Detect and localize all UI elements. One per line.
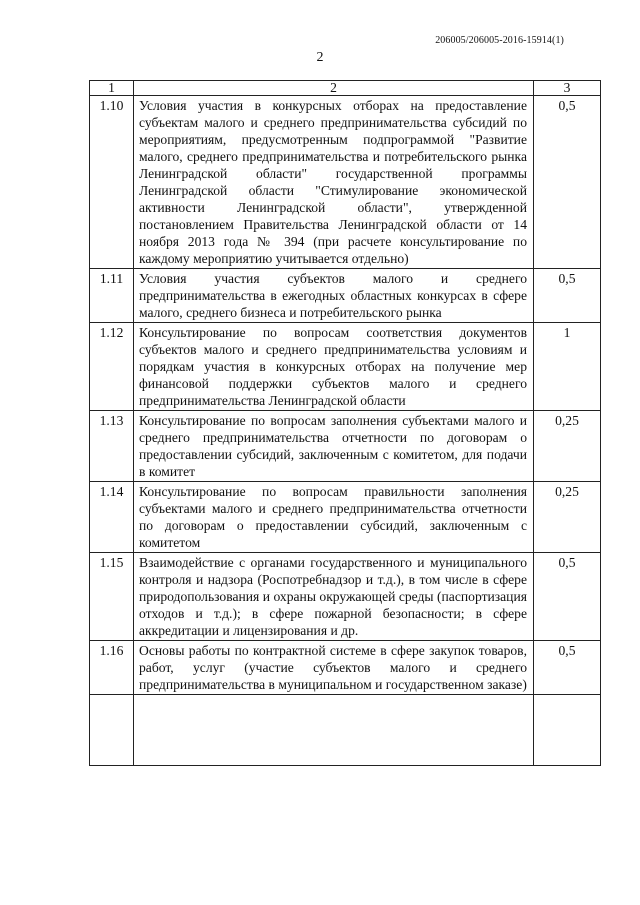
row-description: Условия участия субъектов малого и среднего предпринимательства в ежегодных областных конкурсах в сфере малого, среднего бизнеса и потребительского рынка [134, 269, 534, 323]
empty-cell [90, 695, 134, 766]
services-table [89, 80, 601, 766]
row-value: 0,5 [534, 553, 601, 641]
row-number: 1.16 [90, 641, 134, 695]
row-number: 1.12 [90, 323, 134, 411]
row-value: 1 [534, 323, 601, 411]
row-number: 1.13 [90, 411, 134, 482]
row-description: Основы работы по контрактной системе в сфере закупок товаров, работ, услуг (участие субъектов малого и среднего предпринимательства в муниципальном и государственном заказе) [134, 641, 534, 695]
page-number: 2 [316, 50, 324, 65]
column-header-2: 2 [134, 81, 534, 96]
empty-table-row [90, 695, 601, 766]
table-row [90, 269, 601, 323]
row-description: Взаимодействие с органами государственного и муниципального контроля и надзора (Роспотребнадзор и т.д.), в том числе в сфере природопользования и охраны окружающей среды (паспортизация отходов и т.д.); в сфере пожарной безопасности; в сфере аккредитации и лицензирования и др. [134, 553, 534, 641]
row-value: 0,25 [534, 411, 601, 482]
row-description: Консультирование по вопросам заполнения субъектами малого и среднего предпринимательства отчетности по договорам о предоставлении субсидий, заключенным с комитетом, для подачи в комитет [134, 411, 534, 482]
row-number: 1.10 [90, 96, 134, 269]
row-value: 0,5 [534, 269, 601, 323]
table-row [90, 482, 601, 553]
row-value: 0,5 [534, 96, 601, 269]
column-header-3: 3 [534, 81, 601, 96]
table-row [90, 323, 601, 411]
row-description: Консультирование по вопросам соответствия документов субъектов малого и среднего предпринимательства условиям и порядкам участия в конкурсных отборах на получение мер финансовой поддержки субъектов малого и среднего предпринимательства Ленинградской области [134, 323, 534, 411]
empty-cell [534, 695, 601, 766]
row-number: 1.11 [90, 269, 134, 323]
table-header-row [90, 81, 601, 96]
row-number: 1.15 [90, 553, 134, 641]
table-row [90, 553, 601, 641]
table-row [90, 96, 601, 269]
row-description: Условия участия в конкурсных отборах на предоставление субъектам малого и среднего предпринимательства субсидий по мероприятиям, предусмотренным подпрограммой "Развитие малого, среднего предпринимательства и потребительского рынка Ленинградской области" государственной программы Ленинградской области "Стимулирование экономической активности Ленинградской области", утвержденной постановлением Правительства Ленинградской области от 14 ноября 2013 года № 394 (при расчете консультирование по каждому мероприятию учитывается отдельно) [134, 96, 534, 269]
row-description: Консультирование по вопросам правильности заполнения субъектами малого и среднего предпринимательства отчетности по договорам о предоставлении субсидий, заключенным с комитетом [134, 482, 534, 553]
table-row [90, 641, 601, 695]
column-header-1: 1 [90, 81, 134, 96]
row-value: 0,5 [534, 641, 601, 695]
row-number: 1.14 [90, 482, 134, 553]
row-value: 0,25 [534, 482, 601, 553]
empty-cell [134, 695, 534, 766]
document-id: 206005/206005-2016-15914(1) [435, 35, 564, 46]
table-row [90, 411, 601, 482]
